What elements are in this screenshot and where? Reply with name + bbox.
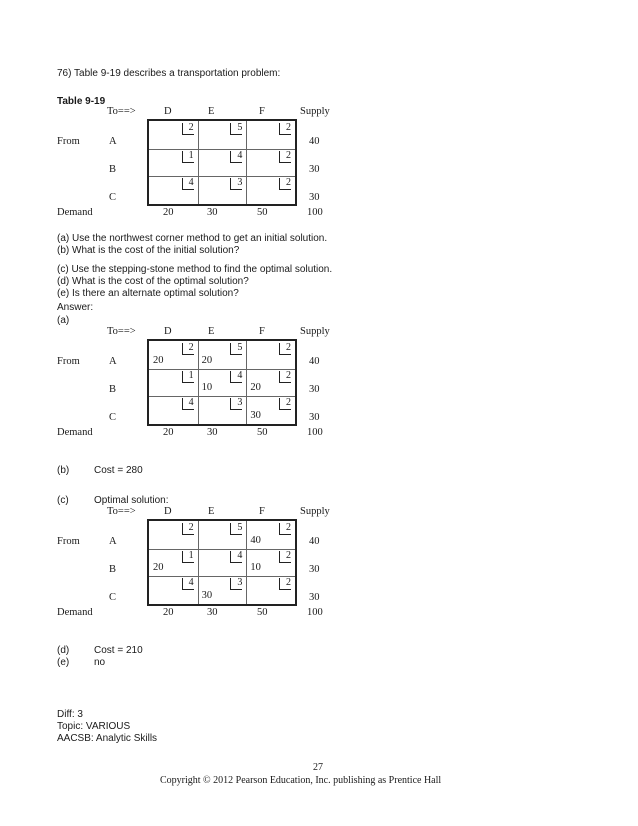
demand-value-e: 30 bbox=[207, 427, 218, 438]
demand-value-f: 50 bbox=[257, 427, 268, 438]
cell-be bbox=[198, 149, 247, 177]
allocation-value: 20 bbox=[201, 354, 213, 366]
question-a: (a) Use the northwest corner method to get an initial solution. bbox=[57, 233, 328, 244]
supply-value-c: 30 bbox=[309, 412, 320, 423]
to-label: To==> bbox=[107, 326, 136, 337]
row-header-a: A bbox=[109, 136, 117, 147]
unit-cost: 4 bbox=[230, 551, 242, 563]
cell-cd bbox=[149, 396, 198, 424]
transportation-table bbox=[57, 106, 357, 222]
demand-value-d: 20 bbox=[163, 427, 174, 438]
answer-e-text: no bbox=[94, 657, 106, 668]
column-header-f: F bbox=[259, 106, 265, 117]
cell-ce bbox=[198, 576, 247, 604]
column-header-d: D bbox=[164, 106, 172, 117]
total-value: 100 bbox=[307, 427, 323, 438]
allocation-value: 30 bbox=[250, 409, 261, 421]
allocation-value: 10 bbox=[250, 562, 261, 574]
row-header-c: C bbox=[109, 412, 117, 423]
allocation-value: 40 bbox=[250, 534, 261, 546]
supply-value-b: 30 bbox=[309, 564, 320, 575]
cell-be bbox=[198, 549, 247, 577]
cost-grid bbox=[147, 519, 297, 606]
cost-grid bbox=[147, 119, 297, 206]
cell-bd bbox=[149, 149, 198, 177]
unit-cost: 2 bbox=[279, 551, 291, 563]
unit-cost: 2 bbox=[182, 343, 194, 355]
question-d: (d) What is the cost of the optimal solution? bbox=[57, 276, 249, 287]
unit-cost: 2 bbox=[279, 371, 291, 383]
unit-cost: 4 bbox=[230, 151, 242, 163]
unit-cost: 3 bbox=[230, 578, 242, 590]
cell-cf bbox=[246, 396, 295, 424]
allocation-value: 20 bbox=[153, 562, 164, 574]
unit-cost: 1 bbox=[182, 551, 194, 563]
unit-cost: 2 bbox=[182, 123, 194, 135]
cell-af bbox=[246, 521, 295, 549]
demand-label: Demand bbox=[57, 427, 93, 438]
cell-cf bbox=[246, 576, 295, 604]
copyright-notice: Copyright © 2012 Pearson Education, Inc. publishing as Prentice Hall bbox=[160, 775, 442, 786]
demand-value-d: 20 bbox=[163, 607, 174, 618]
unit-cost: 3 bbox=[230, 178, 242, 190]
cell-ad bbox=[149, 521, 198, 549]
supply-value-b: 30 bbox=[309, 164, 320, 175]
aacsb: AACSB: Analytic Skills bbox=[57, 733, 158, 744]
total-value: 100 bbox=[307, 607, 323, 618]
column-header-f: F bbox=[259, 326, 265, 337]
unit-cost: 2 bbox=[279, 151, 291, 163]
from-label: From bbox=[57, 356, 80, 367]
cell-ce bbox=[198, 396, 247, 424]
from-label: From bbox=[57, 536, 80, 547]
cell-be bbox=[198, 369, 247, 397]
from-label: From bbox=[57, 136, 80, 147]
row-header-b: B bbox=[109, 384, 117, 395]
allocation-value: 20 bbox=[153, 354, 164, 366]
allocation-value: 10 bbox=[201, 382, 213, 394]
answer-b-label: (b) bbox=[57, 465, 70, 476]
row-header-a: A bbox=[109, 356, 117, 367]
row-header-b: B bbox=[109, 564, 117, 575]
answer-d-label: (d) bbox=[57, 645, 70, 656]
supply-label: Supply bbox=[300, 106, 330, 117]
unit-cost: 2 bbox=[182, 523, 194, 535]
allocation-value: 30 bbox=[201, 589, 213, 601]
cell-bd bbox=[149, 369, 198, 397]
unit-cost: 3 bbox=[230, 398, 242, 410]
unit-cost: 2 bbox=[279, 178, 291, 190]
supply-value-c: 30 bbox=[309, 192, 320, 203]
unit-cost: 1 bbox=[182, 151, 194, 163]
question-e: (e) Is there an alternate optimal solution? bbox=[57, 288, 239, 299]
supply-value-c: 30 bbox=[309, 592, 320, 603]
unit-cost: 4 bbox=[230, 371, 242, 383]
answer-d-text: Cost = 210 bbox=[94, 645, 143, 656]
column-header-d: D bbox=[164, 506, 172, 517]
row-header-a: A bbox=[109, 536, 117, 547]
table-caption: Table 9-19 bbox=[57, 96, 106, 107]
column-header-e: E bbox=[208, 506, 215, 517]
unit-cost: 5 bbox=[230, 123, 242, 135]
cell-bf bbox=[246, 369, 295, 397]
page-number: 27 bbox=[313, 762, 323, 773]
demand-value-e: 30 bbox=[207, 607, 218, 618]
answer-a-label: (a) bbox=[57, 315, 70, 326]
unit-cost: 2 bbox=[279, 343, 291, 355]
cell-bf bbox=[246, 149, 295, 177]
unit-cost: 4 bbox=[182, 578, 194, 590]
demand-value-e: 30 bbox=[207, 207, 218, 218]
supply-value-a: 40 bbox=[309, 536, 320, 547]
total-value: 100 bbox=[307, 207, 323, 218]
column-header-f: F bbox=[259, 506, 265, 517]
cell-ad bbox=[149, 341, 198, 369]
cell-ae bbox=[198, 121, 247, 149]
supply-value-b: 30 bbox=[309, 384, 320, 395]
initial-solution-table bbox=[57, 326, 357, 442]
unit-cost: 2 bbox=[279, 578, 291, 590]
demand-value-f: 50 bbox=[257, 607, 268, 618]
demand-value-d: 20 bbox=[163, 207, 174, 218]
demand-value-f: 50 bbox=[257, 207, 268, 218]
unit-cost: 2 bbox=[279, 398, 291, 410]
unit-cost: 4 bbox=[182, 178, 194, 190]
cell-cd bbox=[149, 176, 198, 204]
allocation-value: 20 bbox=[250, 382, 261, 394]
cell-bf bbox=[246, 549, 295, 577]
optimal-solution-table bbox=[57, 506, 357, 622]
answer-c-label: (c) bbox=[57, 495, 69, 506]
cell-cd bbox=[149, 576, 198, 604]
cell-ad bbox=[149, 121, 198, 149]
unit-cost: 5 bbox=[230, 343, 242, 355]
supply-label: Supply bbox=[300, 506, 330, 517]
row-header-b: B bbox=[109, 164, 117, 175]
unit-cost: 1 bbox=[182, 371, 194, 383]
supply-value-a: 40 bbox=[309, 356, 320, 367]
answer-e-label: (e) bbox=[57, 657, 70, 668]
question-header: 76) Table 9-19 describes a transportation problem: bbox=[57, 68, 281, 79]
question-c: (c) Use the stepping-stone method to find the optimal solution. bbox=[57, 264, 333, 275]
question-b: (b) What is the cost of the initial solution? bbox=[57, 245, 240, 256]
cell-af bbox=[246, 121, 295, 149]
to-label: To==> bbox=[107, 106, 136, 117]
row-header-c: C bbox=[109, 192, 117, 203]
cell-ae bbox=[198, 341, 247, 369]
demand-label: Demand bbox=[57, 607, 93, 618]
answer-label: Answer: bbox=[57, 302, 94, 313]
difficulty: Diff: 3 bbox=[57, 709, 83, 720]
unit-cost: 2 bbox=[279, 123, 291, 135]
column-header-e: E bbox=[208, 106, 215, 117]
column-header-e: E bbox=[208, 326, 215, 337]
cell-cf bbox=[246, 176, 295, 204]
cost-grid bbox=[147, 339, 297, 426]
cell-ae bbox=[198, 521, 247, 549]
answer-b-text: Cost = 280 bbox=[94, 465, 143, 476]
cell-af bbox=[246, 341, 295, 369]
unit-cost: 5 bbox=[230, 523, 242, 535]
cell-bd bbox=[149, 549, 198, 577]
unit-cost: 4 bbox=[182, 398, 194, 410]
demand-label: Demand bbox=[57, 207, 93, 218]
row-header-c: C bbox=[109, 592, 117, 603]
unit-cost: 2 bbox=[279, 523, 291, 535]
topic: Topic: VARIOUS bbox=[57, 721, 131, 732]
answer-c-text: Optimal solution: bbox=[94, 495, 169, 506]
cell-ce bbox=[198, 176, 247, 204]
to-label: To==> bbox=[107, 506, 136, 517]
supply-label: Supply bbox=[300, 326, 330, 337]
supply-value-a: 40 bbox=[309, 136, 320, 147]
column-header-d: D bbox=[164, 326, 172, 337]
